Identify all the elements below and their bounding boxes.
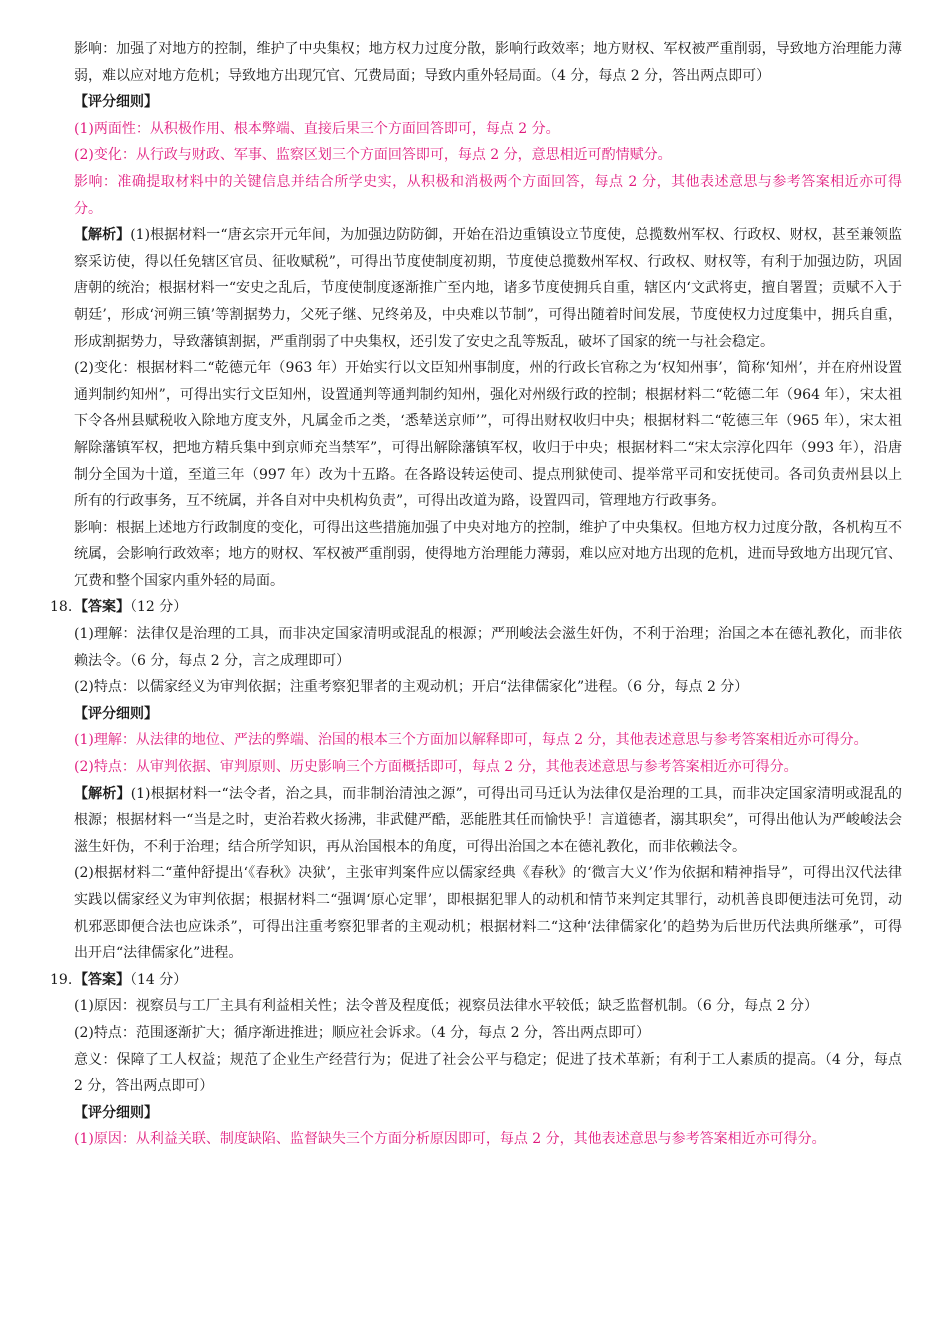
q18-rubric-2: (2)特点：从审判依据、审判原则、历史影响三个方面概括即可，每点 2 分，其他表述意思与参考答案相近亦可得分。 [74, 759, 798, 776]
q17-analysis-3: 影响：根据上述地方行政制度的变化，可得出这些措施加强了中央对地方的控制，维护了中央集权。但地方权力过度分散，各机构互不统属，会影响行政效率；地方的财权、军权被严重削弱，使得地方治理能力薄弱，难以应对地方出现的危机，进而导致地方出现冗官、冗费和整个国家内重外轻的局面。 [74, 519, 902, 589]
q18-rubric-1: (1)理解：从法律的地位、严法的弊端、治国的根本三个方面加以解释即可，每点 2 分，其他表述意思与参考答案相近亦可得分。 [74, 732, 868, 749]
q19-answer-label: 【答案】 [74, 971, 130, 988]
q18-rubric-label: 【评分细则】 [74, 705, 158, 722]
q18-answer-label: 【答案】 [74, 599, 130, 616]
q19-answer-2: (2)特点：范围逐渐扩大；循序渐进推进；顺应社会诉求。（4 分，每点 2 分，答出两点即可） [74, 1024, 650, 1041]
q18-score: （12 分） [130, 599, 188, 616]
q17-analysis-2: (2)变化：根据材料二“乾德元年（963 年）开始实行以文臣知州事制度，州的行政长官称之为‘权知州事’，简称‘知州’，并在府州设置通判制约知州”，可得出实行文臣知州，设置通判等通判制约知州，强化对州级行政的控制；根据材料二“乾德二年（964 年），宋太祖下令各州县赋税收入除地方度支外，凡属金币之类，‘悉辇送京师’”，可得出财权收归中央；根据材料二“乾德三年（965 年），宋太祖解除藩镇军权，把地方精兵集中到京师充当禁军”，可得出解除藩镇军权，收归于中央；根据材料二“宋太宗淳化四年（993 年），沿唐制分全国为十道，至道三年（997 年）改为十五路。在各路设转运使司、提点刑狱使司、提举常平司和安抚使司。各司负责州县以上所有的行政事务，互不统属，并各自对中央机构负责”，可得出改道为路，设置四司，管理地方行政事务。 [74, 360, 902, 510]
q17-rubric-3: 影响：准确提取材料中的关键信息并结合所学史实，从积极和消极两个方面回答，每点 2 分，其他表述意思与参考答案相近亦可得分。 [74, 173, 902, 217]
q18-analysis-1 [74, 781, 902, 861]
q19-rubric-1: (1)原因：从利益关联、制度缺陷、监督缺失三个方面分析原因即可，每点 2 分，其他表述意思与参考答案相近亦可得分。 [74, 1131, 826, 1148]
q17-rubric-2: (2)变化：从行政与财政、军事、监察区划三个方面回答即可，每点 2 分，意思相近可酌情赋分。 [74, 147, 672, 164]
q18-number: 18. [50, 599, 73, 616]
q19-answer-1: (1)原因：视察员与工厂主具有利益相关性；法令普及程度低；视察员法律水平较低；缺乏监督机制。（6 分，每点 2 分） [74, 998, 818, 1015]
q19-number: 19. [50, 971, 73, 988]
q18-analysis-1-text: (1)根据材料一“法令者，治之具，而非制治清浊之源”，可得出司马迁认为法律仅是治理的工具，而非决定国家清明或混乱的根源；根据材料一“当是之时，吏治若救火扬沸，非武健严酷，恶能胜其任而愉快乎！言道德者，溺其职矣”，可得出他认为严峻峻法会滋生奸伪，不利于治理；结合所学知识，再从治国根本的角度，可得出治国之本在德礼教化，而非依赖法令。 [74, 785, 902, 855]
q17-rubric-label: 【评分细则】 [74, 94, 158, 111]
q18-analysis-2: (2)根据材料二“董仲舒提出‘《春秋》决狱’，主张审判案件应以儒家经典《春秋》的‘微言大义’作为依据和精神指导”，可得出汉代法律实践以儒家经义为审判依据；根据材料二“强调‘原心定罪’，即根据犯罪人的动机和情节来判定其罪行，动机善良即便违法可免罚，动机邪恶即便合法也应诛杀”，可得出注重考察犯罪者的主观动机；根据材料二“这种‘法律儒家化’的趋势为后世历代法典所继承”，可得出开启“法律儒家化”进程。 [74, 865, 902, 962]
q19-answer-heading [50, 967, 902, 994]
q18-answer-2: (2)特点：以儒家经义为审判依据；注重考察犯罪者的主观动机；开启“法律儒家化”进程。（6 分，每点 2 分） [74, 679, 749, 696]
q17-analysis-1 [74, 222, 902, 355]
q19-rubric-label: 【评分细则】 [74, 1104, 158, 1121]
q17-influence-answer: 影响：加强了对地方的控制，维护了中央集权；地方权力过度分散，影响行政效率；地方财权、军权被严重削弱，导致地方治理能力薄弱，难以应对地方危机；导致地方出现冗官、冗费局面；导致内重外轻局面。（4 分，每点 2 分，答出两点即可） [74, 41, 902, 84]
q17-analysis-label: 【解析】 [74, 227, 131, 244]
q18-answer-1: (1)理解：法律仅是治理的工具，而非决定国家清明或混乱的根源；严刑峻法会滋生奸伪，不利于治理；治国之本在德礼教化，而非依赖法令。（6 分，每点 2 分，言之成理即可） [74, 626, 902, 669]
q19-score: （14 分） [130, 971, 188, 988]
q17-analysis-1-text: (1)根据材料一“唐玄宗开元年间，为加强边防防御，开始在沿边重镇设立节度使，总揽数州军权、行政权、财权，甚至兼领监察采访使，得以任免辖区官员、征收赋税”，可得出节度使制度初期，节度使总揽数州军权、行政权、财权等，有利于加强边防，巩固唐朝的统治；根据材料一“安史之乱后，节度使制度逐渐推广至内地，诸多节度使拥兵自重，辖区内‘文武将吏，擅自署置；贡赋不入于朝廷’，形成‘河朔三镇’等割据势力，父死子继、兄终弟及，中央难以节制”，可得出随着时间发展，节度使权力过度集中，拥兵自重，形成割据势力，导致藩镇割据，严重削弱了中央集权，还引发了安史之乱等叛乱，破坏了国家的统一与社会稳定。 [74, 227, 902, 350]
q19-answer-3: 意义：保障了工人权益；规范了企业生产经营行为；促进了社会公平与稳定；促进了技术革新；有利于工人素质的提高。（4 分，每点 2 分，答出两点即可） [74, 1051, 902, 1095]
q18-analysis-label: 【解析】 [74, 785, 131, 802]
q17-rubric-1: (1)两面性：从积极作用、根本弊端、直接后果三个方面回答即可，每点 2 分。 [74, 120, 560, 137]
q18-answer-heading [50, 594, 902, 621]
